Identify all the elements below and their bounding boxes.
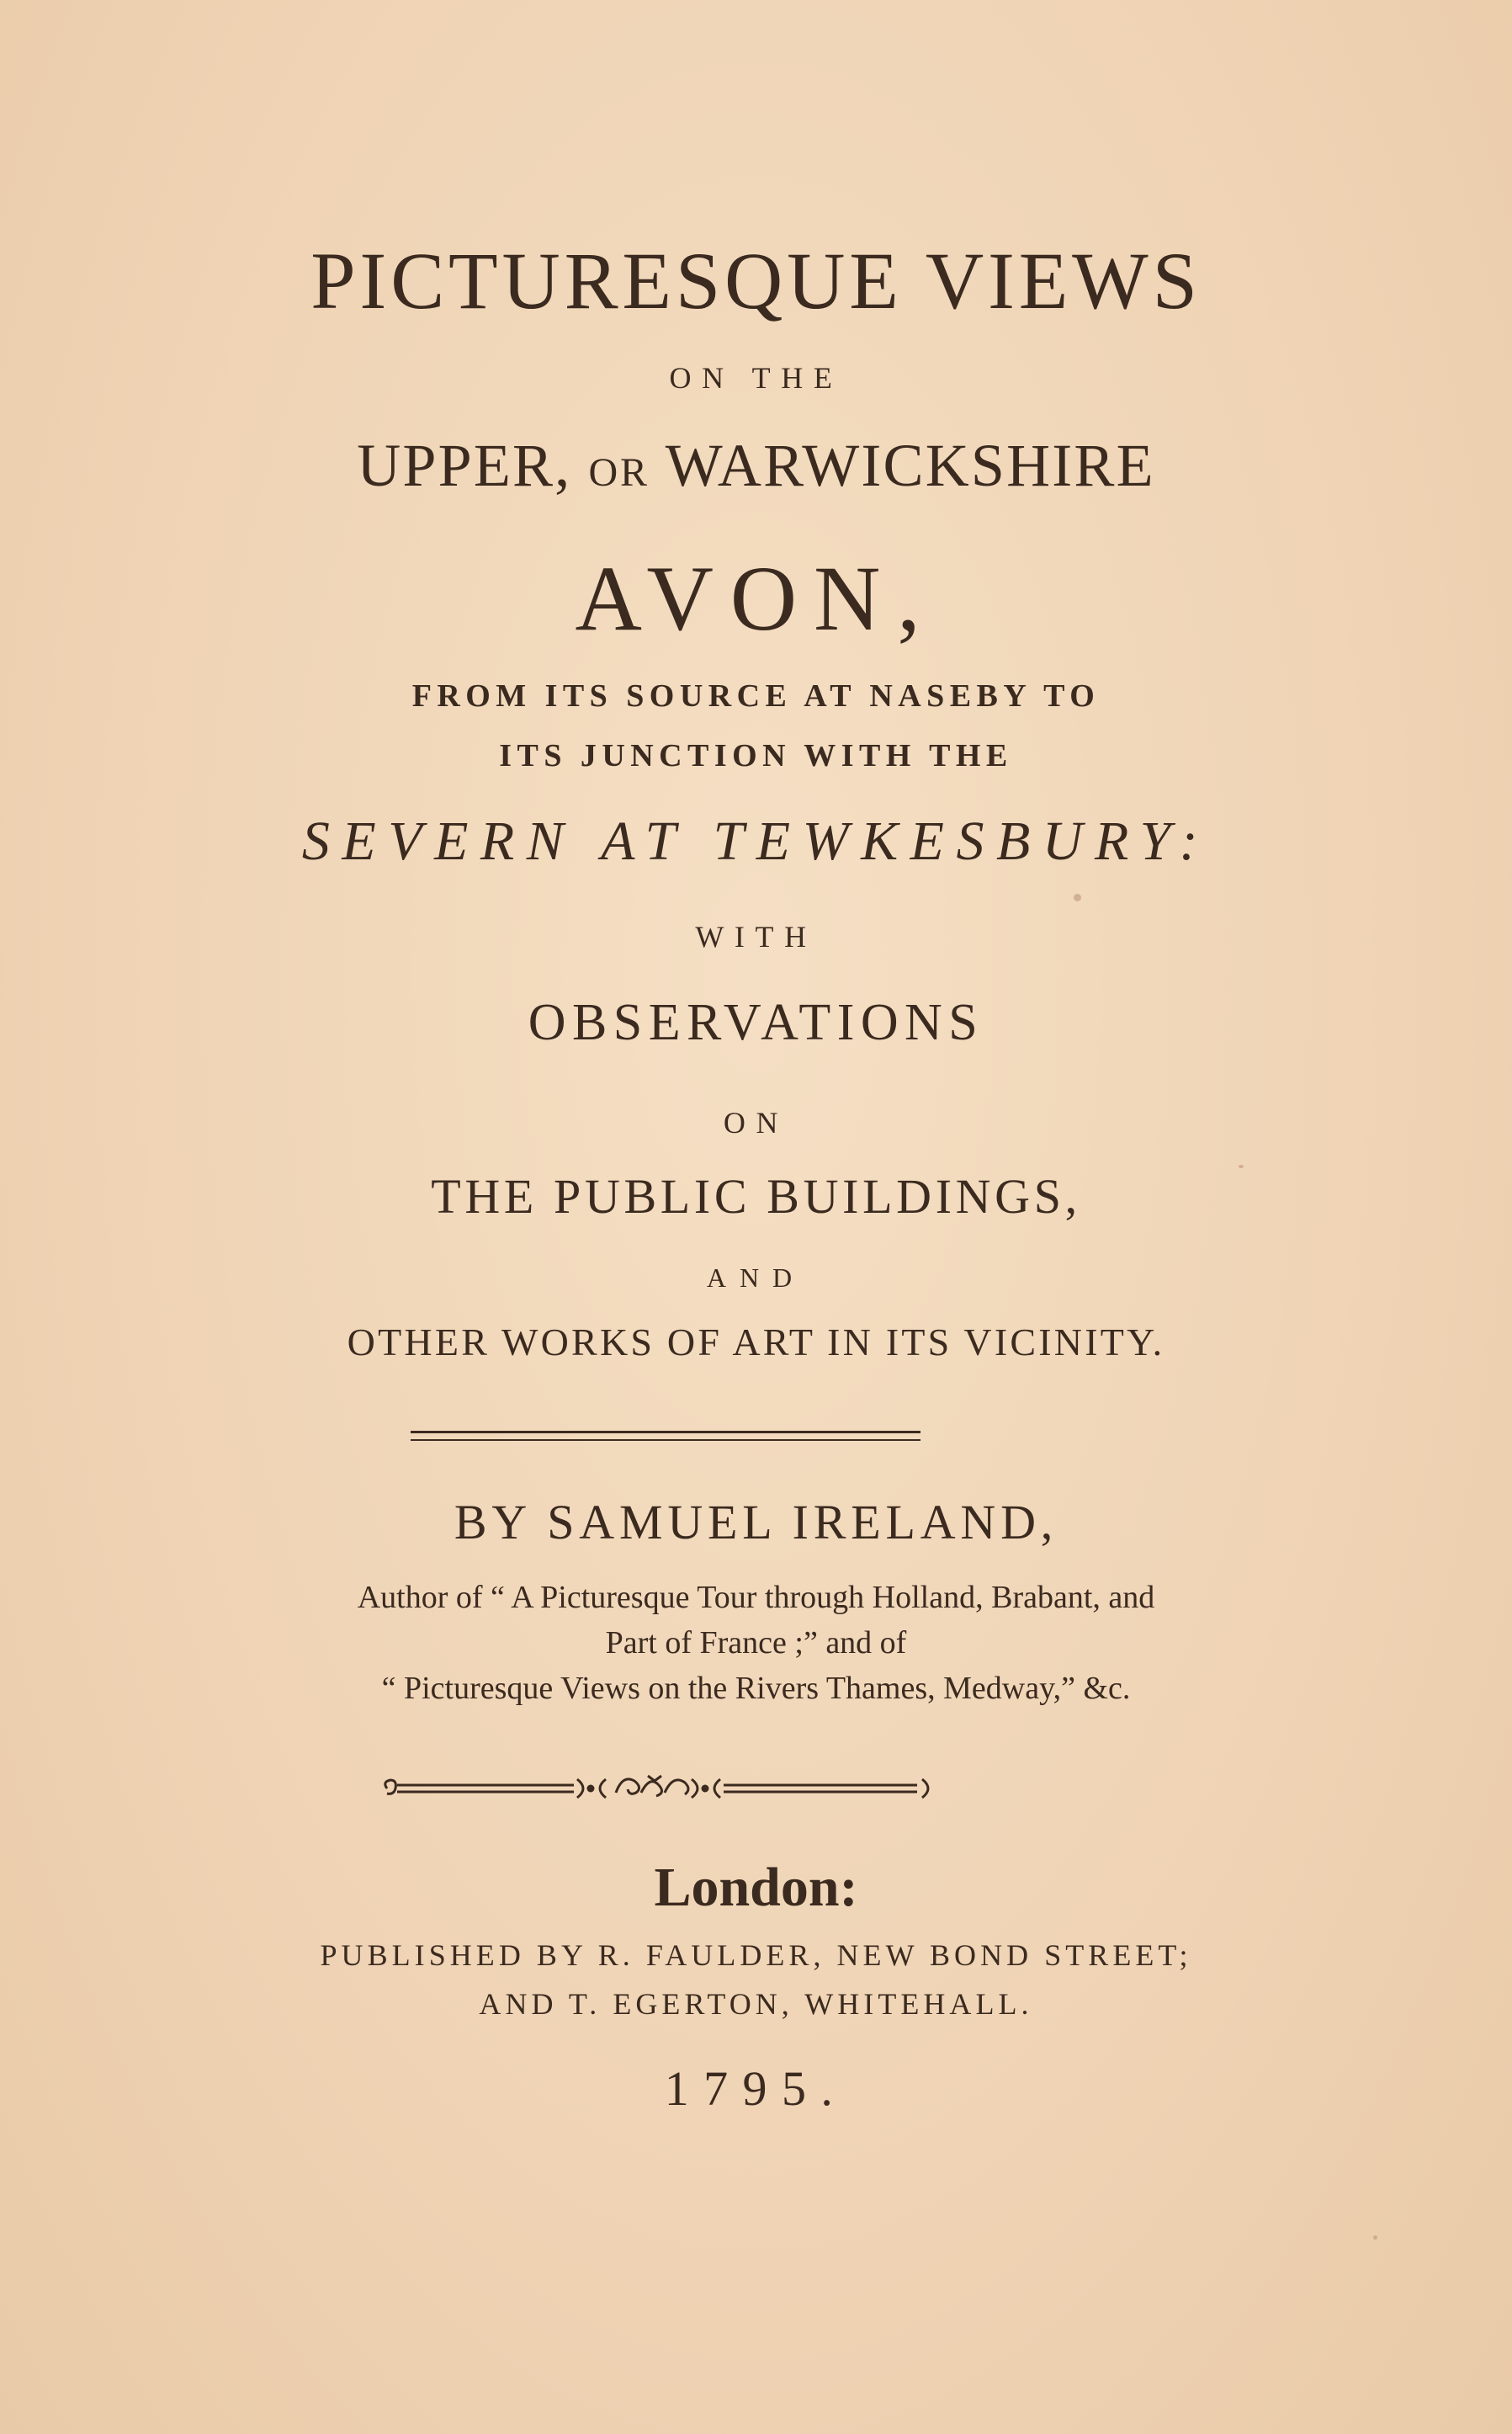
on-line: ON [723,1106,789,1140]
junction-line: ITS JUNCTION WITH THE [499,738,1013,773]
publisher-line-1: PUBLISHED BY R. FAULDER, NEW BOND STREET; [320,1938,1192,1972]
with-line: WITH [695,920,817,954]
publication-year: 1795. [664,2061,848,2116]
paper-speck [1074,894,1081,901]
and-line: AND [706,1262,806,1293]
author-credits-line-1: Author of “ A Picturesque Tour through Holland, Brabant, and [357,1580,1155,1615]
book-title: PICTURESQUE VIEWS [310,236,1202,326]
paper-speck [1239,1165,1244,1168]
author-credits-line-2: Part of France ;” and of [605,1625,907,1661]
avon-heading: AVON, [575,547,937,650]
on-the-line: ON THE [669,361,843,395]
other-works-line: OTHER WORKS OF ART IN ITS VICINITY. [347,1321,1165,1363]
author-credits-line-3: “ Picturesque Views on the Rivers Thames, Medway,” &c. [381,1671,1131,1706]
upper-warwickshire-line [0,431,1512,501]
observations-line: OBSERVATIONS [528,994,984,1051]
or-word: OR [588,450,650,495]
warwickshire-word: WARWICKSHIRE [665,432,1155,499]
printers-ornament-icon [379,1767,951,1810]
double-rule-top [411,1431,920,1433]
double-rule-bottom [411,1439,920,1441]
public-buildings-line: THE PUBLIC BUILDINGS, [431,1169,1081,1224]
place-of-publication: London: [654,1857,858,1918]
publisher-line-2: AND T. EGERTON, WHITEHALL. [479,1987,1033,2021]
paper-speck [1373,2235,1377,2240]
upper-word: UPPER, [357,432,572,499]
from-source-line: FROM ITS SOURCE AT NASEBY TO [411,678,1101,714]
severn-line: SEVERN AT TEWKESBURY: [301,810,1211,872]
byline: BY SAMUEL IRELAND, [454,1495,1058,1549]
